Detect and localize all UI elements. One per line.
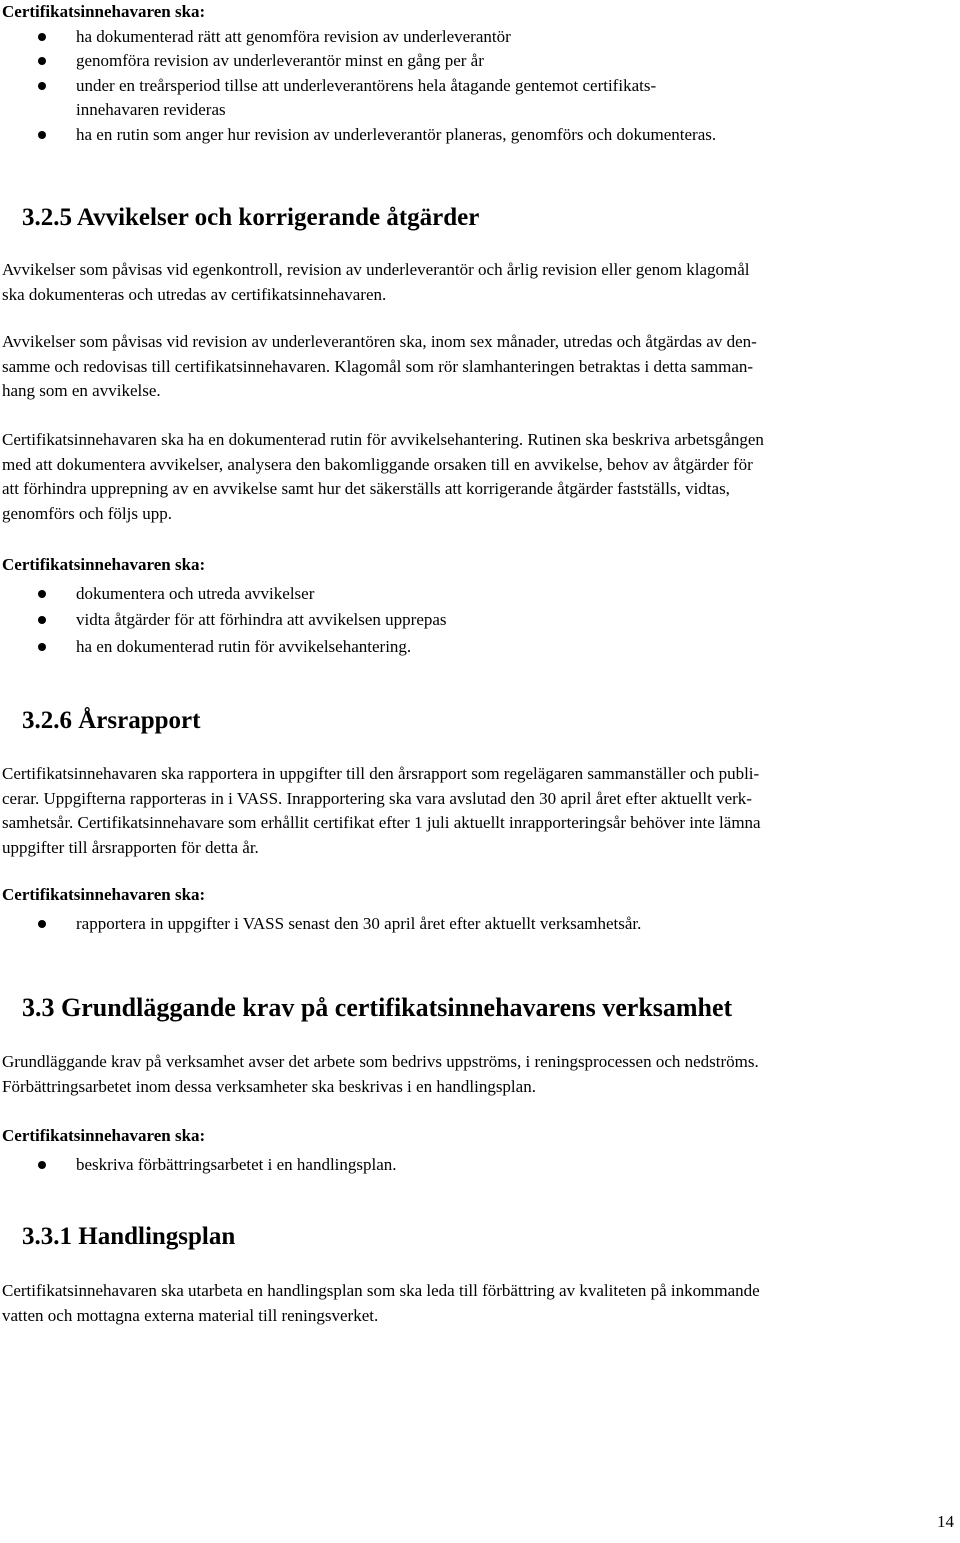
- bullet-icon: [38, 57, 46, 65]
- paragraph: Avvikelser som påvisas vid egenkontroll, revision av underleverantör och årlig revision eller genom klagomål ska dokumenteras och utredas av certifikatsinnehavaren.: [2, 260, 750, 304]
- list-item: beskriva förbättringsarbetet i en handlingsplan.: [2, 1153, 942, 1178]
- bullet-list: [2, 912, 942, 937]
- list-item: dokumentera och utreda avvikelser: [2, 582, 942, 607]
- section-heading-3-3: 3.3 Grundläggande krav på certifikatsinnehavarens verksamhet: [22, 993, 733, 1022]
- bullet-list: [2, 582, 942, 660]
- bullet-icon: [38, 82, 46, 90]
- bullet-list: [2, 1153, 942, 1178]
- paragraph: Avvikelser som påvisas vid revision av underleverantören ska, inom sex månader, utredas och åtgärdas av den- samme och redovisas till certifikatsinnehavaren. Klagomål som rör slamhanteringen betraktas i detta samman- hang som en avvikelse.: [2, 332, 757, 400]
- list-label: Certifikatsinnehavaren ska:: [2, 2, 206, 21]
- requirements-block-1: [2, 0, 942, 147]
- list-label: Certifikatsinnehavaren ska:: [2, 885, 206, 904]
- list-item: ha dokumenterad rätt att genomföra revision av underleverantör: [2, 25, 942, 50]
- list-item: rapportera in uppgifter i VASS senast den 30 april året efter aktuellt verksamhetsår.: [2, 912, 942, 937]
- paragraph: Certifikatsinnehavaren ska rapportera in uppgifter till den årsrapport som regelägaren sammanställer och publi- cerar. Uppgifterna rapporteras in i VASS. Inrapportering ska vara avslutad den 30 april året efter aktuellt verk- samhetsår. Certifikatsinnehavare som erhållit certifikat efter 1 juli aktuellt inrapporteringsår behöver inte lämna uppgifter till årsrapporten för detta år.: [2, 764, 761, 857]
- bullet-icon: [38, 643, 46, 651]
- list-label: Certifikatsinnehavaren ska:: [2, 1126, 206, 1145]
- bullet-icon: [38, 590, 46, 598]
- bullet-icon: [38, 1161, 46, 1169]
- bullet-list: [2, 25, 942, 148]
- requirements-block-4: [2, 1124, 942, 1177]
- requirements-block-2: [2, 553, 942, 659]
- bullet-icon: [38, 616, 46, 624]
- bullet-icon: [38, 920, 46, 928]
- list-item: genomföra revision av underleverantör minst en gång per år: [2, 49, 942, 74]
- section-heading-3-2-6: 3.2.6 Årsrapport: [22, 707, 201, 734]
- list-item: vidta åtgärder för att förhindra att avvikelsen upprepas: [2, 608, 942, 633]
- bullet-icon: [38, 33, 46, 41]
- paragraph: Certifikatsinnehavaren ska ha en dokumenterad rutin för avvikelsehantering. Rutinen ska beskriva arbetsgången med att dokumentera avvikelser, analysera den bakomliggande orsaken till en avvikelse, behov av åtgärder för att förhindra upprepning av en avvikelse samt hur det säkerställs att korrigerande åtgärder fastställs, vidtas, genomförs och följs upp.: [2, 430, 764, 523]
- list-item: ha en dokumenterad rutin för avvikelsehantering.: [2, 635, 942, 660]
- paragraph: Grundläggande krav på verksamhet avser det arbete som bedrivs uppströms, i reningsprocessen och nedströms. Förbättringsarbetet inom dessa verksamheter ska beskrivas i en handlingsplan.: [2, 1052, 759, 1096]
- list-label: Certifikatsinnehavaren ska:: [2, 555, 206, 574]
- list-item: under en treårsperiod tillse att underleverantörens hela åtagande gentemot certifikats- innehavaren revideras: [2, 74, 942, 123]
- section-heading-3-2-5: 3.2.5 Avvikelser och korrigerande åtgärder: [22, 204, 480, 231]
- list-item: ha en rutin som anger hur revision av underleverantör planeras, genomförs och dokumenteras.: [2, 123, 942, 148]
- section-heading-3-3-1: 3.3.1 Handlingsplan: [22, 1223, 236, 1250]
- requirements-block-3: [2, 883, 942, 936]
- page-number: 14: [937, 1512, 954, 1531]
- paragraph: Certifikatsinnehavaren ska utarbeta en handlingsplan som ska leda till förbättring av kvaliteten på inkommande vatten och mottagna externa material till reningsverket.: [2, 1281, 760, 1325]
- bullet-icon: [38, 131, 46, 139]
